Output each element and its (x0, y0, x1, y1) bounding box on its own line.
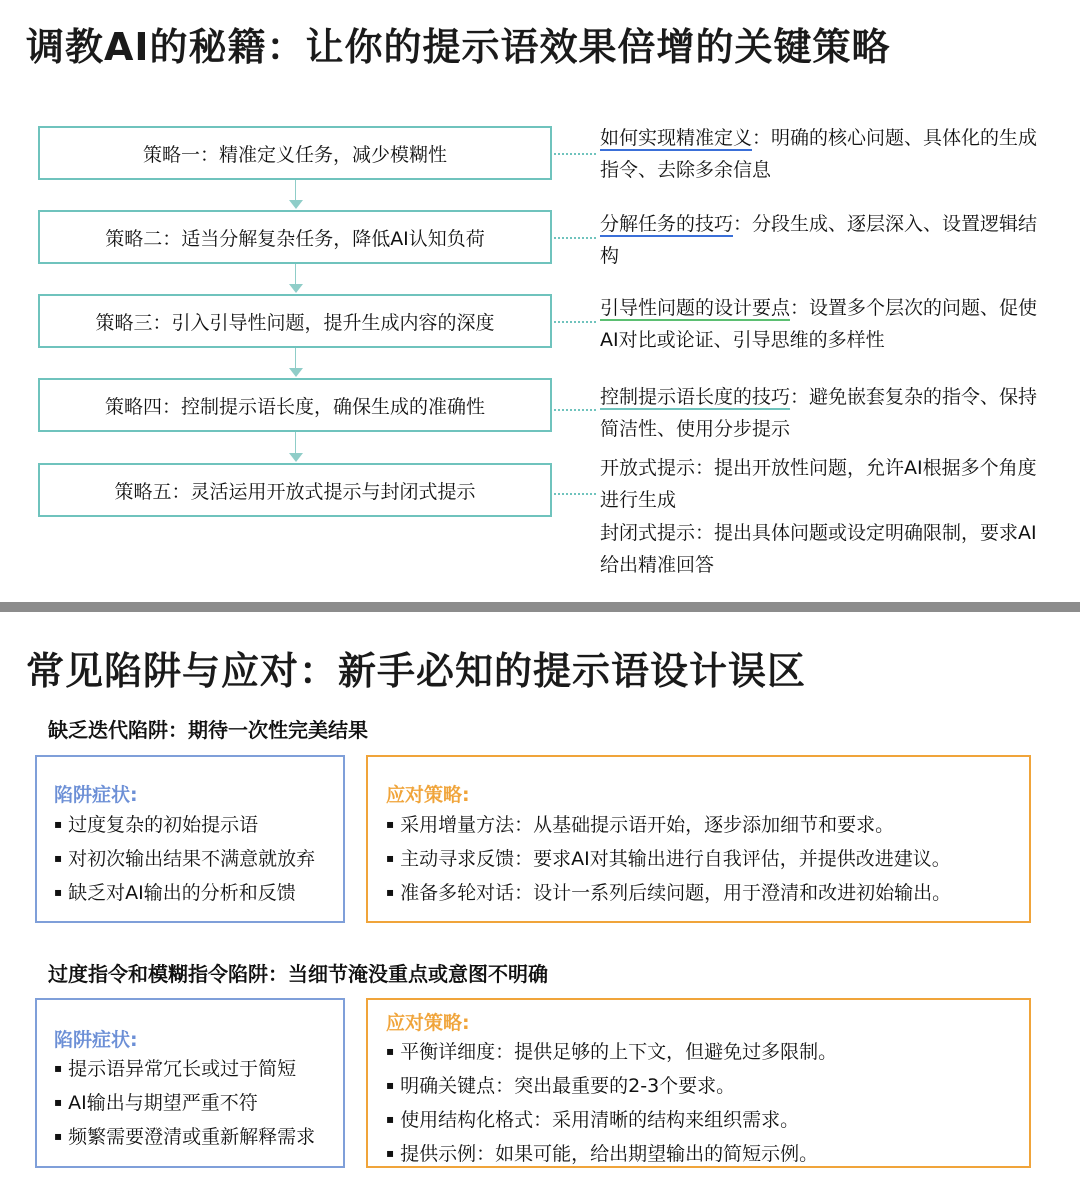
strategy-note-2 (600, 208, 1040, 272)
symptom-title: 陷阱症状: (54, 1029, 138, 1051)
list-item: ▪ 平衡详细度：提供足够的上下文，但避免过多限制。 (386, 1036, 837, 1070)
note-body: ：分段生成、逐层深入、设置逻辑结构 (600, 213, 1038, 267)
strategy-box-1: 策略一：精准定义任务，减少模糊性 (38, 126, 552, 180)
list-item: ▪ 使用结构化格式：采用清晰的结构来组织需求。 (386, 1104, 837, 1138)
list-item: ▪ 缺乏对AI输出的分析和反馈 (54, 877, 315, 911)
strategy-note-4 (600, 381, 1040, 445)
flow-connector (295, 432, 296, 455)
strategy-box-5: 策略五：灵活运用开放式提示与封闭式提示 (38, 463, 552, 517)
trap-heading-2: 过度指令和模糊指令陷阱：当细节淹没重点或意图不明确 (48, 962, 548, 986)
note-heading: 分解任务的技巧 (600, 213, 734, 235)
list-item: ▪ 提示语异常冗长或过于简短 (54, 1053, 315, 1087)
list-item: ▪ 频繁需要澄清或重新解释需求 (54, 1121, 315, 1155)
arrow-down-icon (289, 284, 303, 293)
list-item: ▪ AI输出与期望严重不符 (54, 1087, 315, 1121)
list-item: ▪ 对初次输出结果不满意就放弃 (54, 843, 315, 877)
symptom-list-1 (54, 809, 315, 911)
strategy-box-3: 策略三：引入引导性问题，提升生成内容的深度 (38, 294, 552, 348)
trap-heading-1: 缺乏迭代陷阱：期待一次性完美结果 (48, 718, 368, 742)
list-item: ▪ 提供示例：如果可能，给出期望输出的简短示例。 (386, 1138, 837, 1172)
dotted-connector (554, 409, 596, 411)
arrow-down-icon (289, 200, 303, 209)
list-item: ▪ 主动寻求反馈：要求AI对其输出进行自我评估，并提供改进建议。 (386, 843, 951, 877)
dotted-connector (554, 493, 596, 495)
strategy-note-1 (600, 122, 1040, 186)
section-divider (0, 602, 1080, 612)
strategy-box-2: 策略二：适当分解复杂任务，降低AI认知负荷 (38, 210, 552, 264)
strategy-title: 应对策略: (386, 1012, 470, 1034)
strategy-box-4: 策略四：控制提示语长度，确保生成的准确性 (38, 378, 552, 432)
arrow-down-icon (289, 368, 303, 377)
dotted-connector (554, 321, 596, 323)
flow-connector (295, 180, 296, 202)
strategy-title: 应对策略: (386, 784, 470, 806)
note-heading: 控制提示语长度的技巧 (600, 386, 791, 408)
note-body: ：明确的核心问题、具体化的生成指令、去除多余信息 (600, 127, 1038, 181)
flow-connector (295, 264, 296, 286)
flow-connector (295, 348, 296, 370)
strategy-list-1 (386, 809, 951, 911)
list-item: ▪ 采用增量方法：从基础提示语开始，逐步添加细节和要求。 (386, 809, 951, 843)
dotted-connector (554, 237, 596, 239)
strategy-note-5-open: 开放式提示：提出开放性问题，允许AI根据多个角度进行生成 (600, 457, 1037, 511)
symptom-title: 陷阱症状: (54, 784, 138, 806)
dotted-connector (554, 153, 596, 155)
list-item: ▪ 准备多轮对话：设计一系列后续问题，用于澄清和改进初始输出。 (386, 877, 951, 911)
arrow-down-icon (289, 453, 303, 462)
section1-title: 调教AI的秘籍：让你的提示语效果倍增的关键策略 (26, 25, 891, 69)
list-item: ▪ 明确关键点：突出最重要的2-3个要求。 (386, 1070, 837, 1104)
note-body: ：避免嵌套复杂的指令、保持简洁性、使用分步提示 (600, 386, 1038, 440)
list-item: ▪ 过度复杂的初始提示语 (54, 809, 315, 843)
symptom-list-2 (54, 1053, 315, 1155)
note-heading: 如何实现精准定义 (600, 127, 753, 149)
strategy-note-3 (600, 292, 1040, 356)
section2-title: 常见陷阱与应对：新手必知的提示语设计误区 (26, 649, 807, 693)
strategy-note-5-closed: 封闭式提示：提出具体问题或设定明确限制，要求AI给出精准回答 (600, 522, 1037, 576)
note-body: ：设置多个层次的问题、促使AI对比或论证、引导思维的多样性 (600, 297, 1038, 351)
strategy-list-2 (386, 1036, 837, 1172)
note-heading: 引导性问题的设计要点 (600, 297, 791, 319)
